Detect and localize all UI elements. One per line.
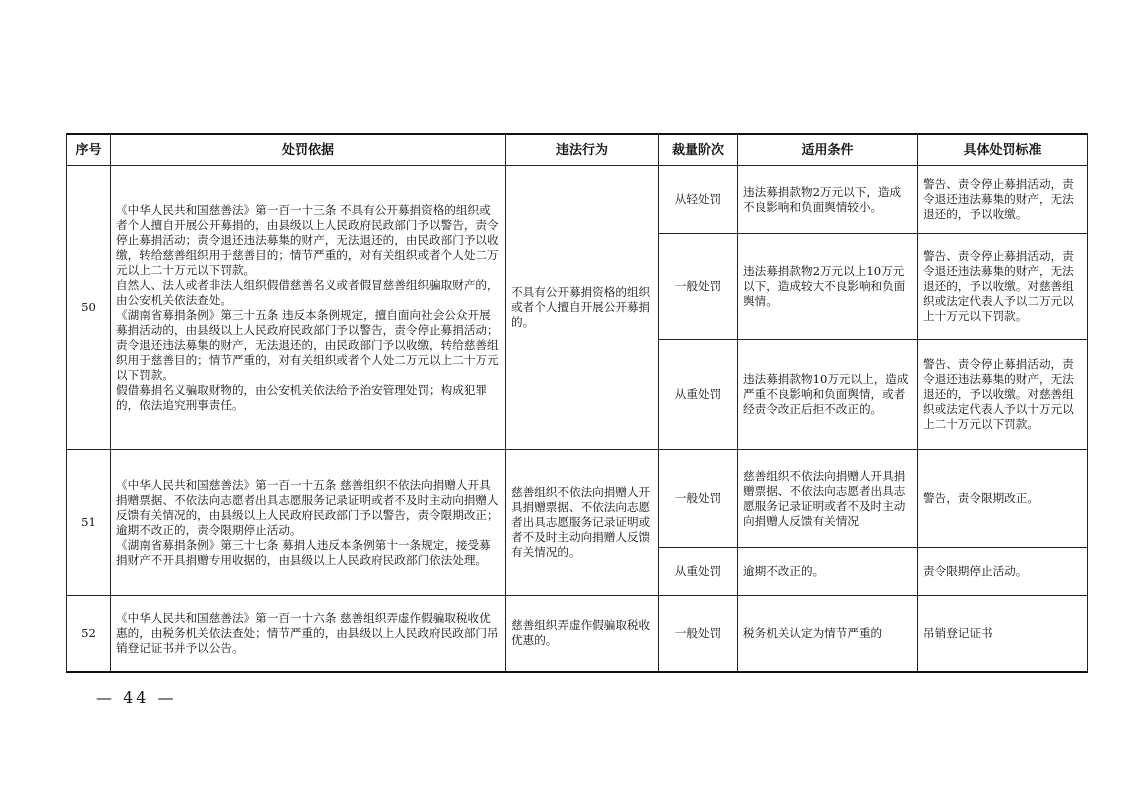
- header-standard: 具体处罚标准: [918, 134, 1088, 166]
- row-level: 一般处罚: [659, 596, 738, 672]
- row-level: 一般处罚: [659, 450, 738, 548]
- table-row: [67, 596, 1088, 672]
- row-standard: 警告、责令停止募捐活动，责令退还违法募集的财产，无法退还的，予以收缴。: [918, 166, 1088, 234]
- table-row: [67, 450, 1088, 548]
- row-condition: 逾期不改正的。: [738, 548, 918, 596]
- header-level: 裁量阶次: [659, 134, 738, 166]
- row-condition: 违法募捐款物10万元以上，造成严重不良影响和负面舆情，或者经责令改正后拒不改正的。: [738, 340, 918, 450]
- row-standard: 警告、责令停止募捐活动，责令退还违法募集的财产，无法退还的，予以收缴。对慈善组织或法定代表人予以二万元以上十万元以下罚款。: [918, 234, 1088, 340]
- basis-paragraph: 假借募捐名义骗取财物的，由公安机关依法给予治安管理处罚；构成犯罪的，依法追究刑事责任。: [116, 382, 488, 412]
- basis-paragraph: 《湖南省募捐条例》第三十五条 违反本条例规定，擅自面向社会公众开展募捐活动的，由县级以上人民政府民政部门予以警告，责令停止募捐活动；责令退还违法募集的财产，无法退还的，由民政部门予以收缴，转给慈善组织用于慈善目的；情节严重的，对有关组织或者个人处二万元以上二十万元以下罚款。: [116, 307, 499, 382]
- table-row: [67, 166, 1088, 234]
- row-standard: 警告，责令限期改正。: [918, 450, 1088, 548]
- basis-paragraph: 《湖南省募捐条例》第三十七条 募捐人违反本条例第十一条规定，接受募捐财产不开具捐赠专用收据的，由县级以上人民政府民政部门依法处理。: [116, 537, 491, 567]
- row-basis: [111, 166, 506, 450]
- row-condition: 违法募捐款物2万元以下，造成不良影响和负面舆情较小。: [738, 166, 918, 234]
- basis-paragraph: 自然人、法人或者非法人组织假借慈善名义或者假冒慈善组织骗取财产的，由公安机关依法查处。: [116, 277, 499, 307]
- row-level: 从重处罚: [659, 340, 738, 450]
- basis-paragraph: 《中华人民共和国慈善法》第一百一十六条 慈善组织弄虚作假骗取税收优惠的，由税务机关依法查处；情节严重的，由县级以上人民政府民政部门吊销登记证书并予以公告。: [116, 610, 499, 655]
- row-standard: 责令限期停止活动。: [918, 548, 1088, 596]
- row-level: 从轻处罚: [659, 166, 738, 234]
- row-behavior: 不具有公开募捐资格的组织或者个人擅自开展公开募捐的。: [506, 166, 659, 450]
- row-standard: 吊销登记证书: [918, 596, 1088, 672]
- row-condition: 税务机关认定为情节严重的: [738, 596, 918, 672]
- basis-paragraph: 《中华人民共和国慈善法》第一百一十三条 不具有公开募捐资格的组织或者个人擅自开展公开募捐的，由县级以上人民政府民政部门予以警告，责令停止募捐活动；责令退还违法募集的财产，无法退还的，由民政部门予以收缴，转给慈善组织用于慈善目的；情节严重的，对有关组织或者个人处二万元以上二十万元以下罚款。: [116, 202, 499, 277]
- page-number: — 44 —: [96, 688, 177, 707]
- row-condition: 慈善组织不依法向捐赠人开具捐赠票据、不依法向志愿者出具志愿服务记录证明或者不及时主动向捐赠人反馈有关情况: [738, 450, 918, 548]
- row-basis: [111, 596, 506, 672]
- row-condition: 违法募捐款物2万元以上10万元以下，造成较大不良影响和负面舆情。: [738, 234, 918, 340]
- row-basis: [111, 450, 506, 596]
- basis-paragraph: 《中华人民共和国慈善法》第一百一十五条 慈善组织不依法向捐赠人开具捐赠票据、不依法向志愿者出具志愿服务记录证明或者不及时主动向捐赠人反馈有关情况的，由县级以上人民政府民政部门予以警告，责令限期改正；逾期不改正的，责令限期停止活动。: [116, 477, 499, 537]
- row-seq: 50: [67, 166, 111, 450]
- table-header-row: [67, 134, 1088, 166]
- row-level: 从重处罚: [659, 548, 738, 596]
- row-seq: 52: [67, 596, 111, 672]
- header-basis: 处罚依据: [111, 134, 506, 166]
- header-behavior: 违法行为: [506, 134, 659, 166]
- row-seq: 51: [67, 450, 111, 596]
- header-condition: 适用条件: [738, 134, 918, 166]
- row-level: 一般处罚: [659, 234, 738, 340]
- header-seq: 序号: [67, 134, 111, 166]
- row-behavior: 慈善组织不依法向捐赠人开具捐赠票据、不依法向志愿者出具志愿服务记录证明或者不及时主动向捐赠人反馈有关情况的。: [506, 450, 659, 596]
- penalty-discretion-table: [66, 133, 1088, 673]
- row-behavior: 慈善组织弄虚作假骗取税收优惠的。: [506, 596, 659, 672]
- row-standard: 警告、责令停止募捐活动，责令退还违法募集的财产，无法退还的，予以收缴。对慈善组织或法定代表人予以十万元以上二十万元以下罚款。: [918, 340, 1088, 450]
